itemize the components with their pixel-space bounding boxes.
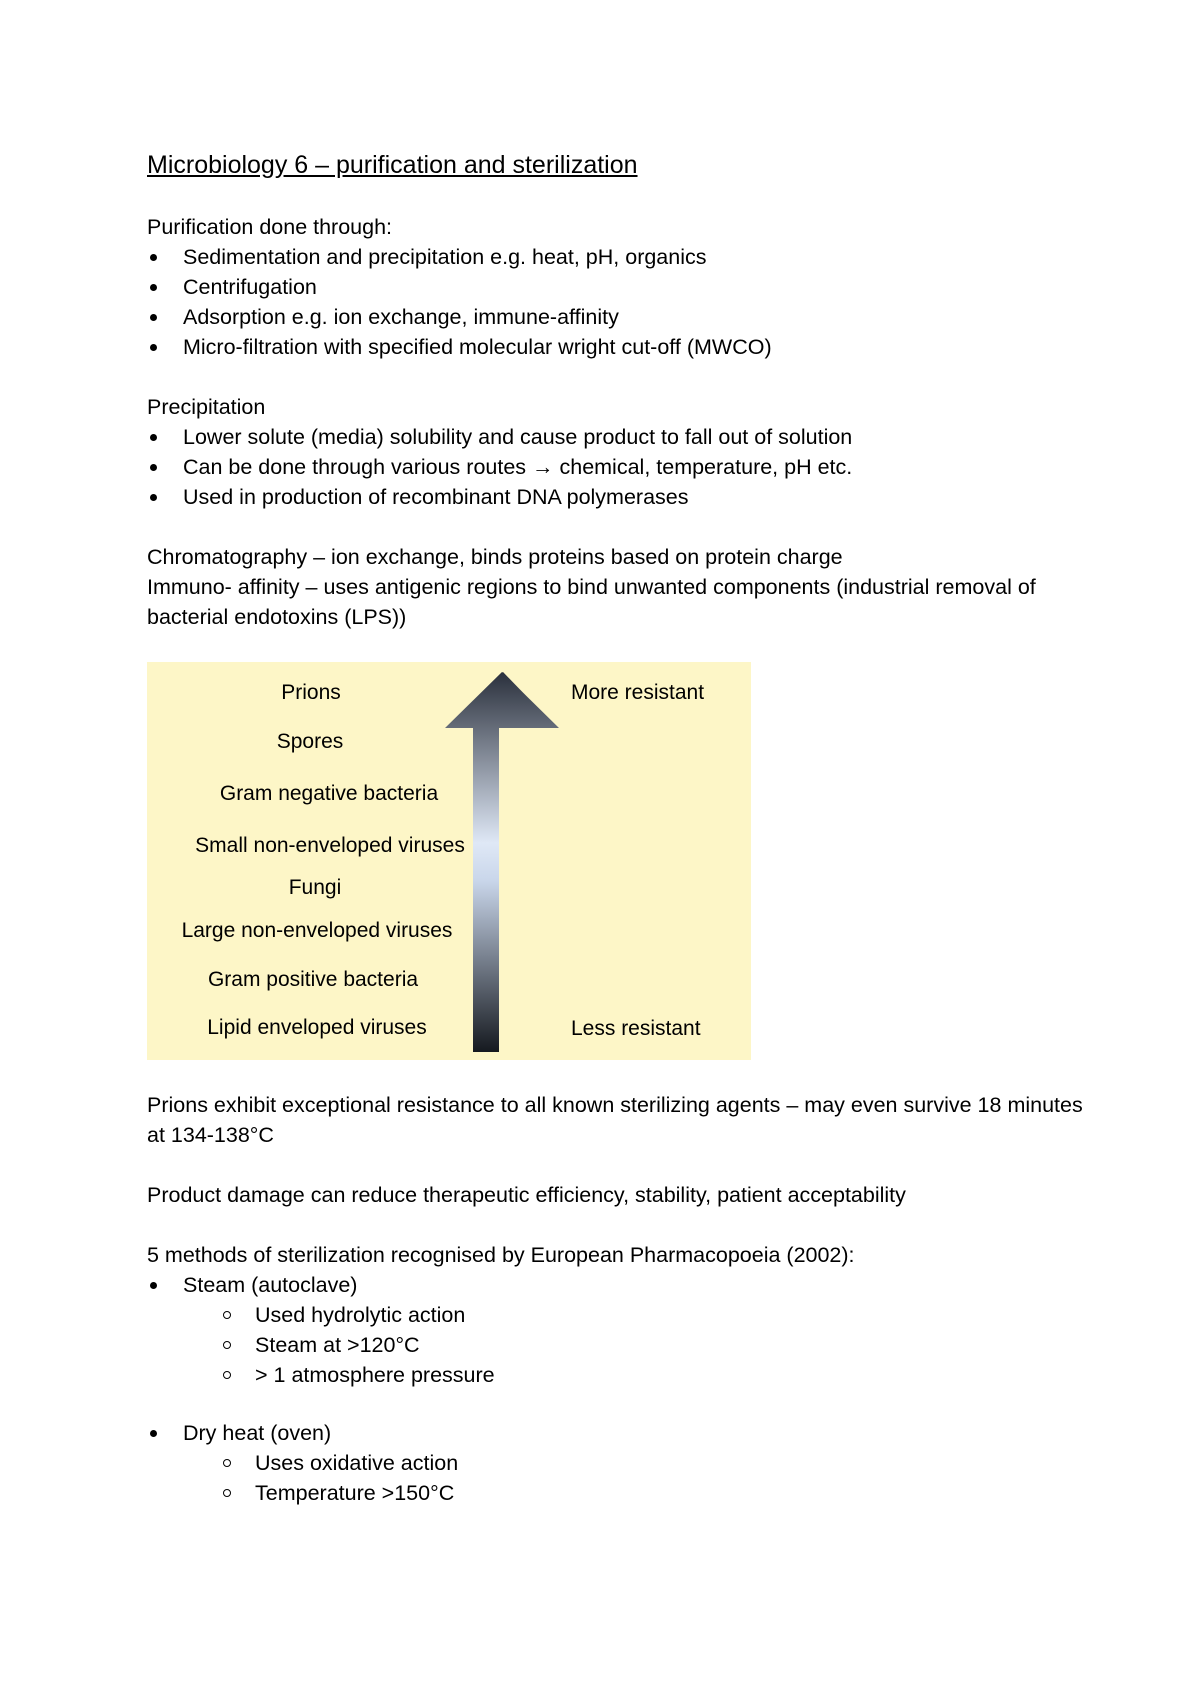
resistance-arrow-icon <box>147 662 751 1060</box>
list-item: Centrifugation <box>147 272 1087 302</box>
organism-label: Fungi <box>288 876 342 899</box>
sterilization-list-continued <box>147 1418 1087 1508</box>
organism-label: Gram positive bacteria <box>207 968 419 991</box>
list-item: Micro-filtration with specified molecular wright cut-off (MWCO) <box>147 332 1087 362</box>
organism-label: Gram negative bacteria <box>219 782 439 805</box>
purification-list <box>147 242 1087 362</box>
method-details <box>183 1448 1087 1508</box>
chromatography-text: Chromatography – ion exchange, binds proteins based on protein charge <box>147 545 843 569</box>
organism-label: Lipid enveloped viruses <box>207 1016 427 1039</box>
resistance-diagram <box>147 662 751 1060</box>
organism-label: Spores <box>276 730 344 753</box>
immuno-affinity-text: Immuno- affinity – uses antigenic regions to bind unwanted components (industrial removal of bacterial endotoxins (LPS)) <box>147 575 1036 629</box>
sub-list-item: Used hydrolytic action <box>219 1300 1087 1330</box>
list-item: Used in production of recombinant DNA polymerases <box>147 482 1087 512</box>
purification-heading: Purification done through: <box>147 215 393 239</box>
list-item: Lower solute (media) solubility and cause product to fall out of solution <box>147 422 1087 452</box>
page-title: Microbiology 6 – purification and sterilization <box>147 151 638 179</box>
precipitation-list <box>147 422 1087 512</box>
sterilization-list <box>147 1270 1087 1390</box>
organism-label: Small non-enveloped viruses <box>195 834 465 857</box>
sub-list-item: Temperature >150°C <box>219 1478 1087 1508</box>
list-item <box>147 1418 1087 1508</box>
sub-list-item: Steam at >120°C <box>219 1330 1087 1360</box>
list-item: Adsorption e.g. ion exchange, immune-affinity <box>147 302 1087 332</box>
method-name: Steam (autoclave) <box>183 1273 358 1297</box>
sub-list-item: > 1 atmosphere pressure <box>219 1360 1087 1390</box>
more-resistant-label: More resistant <box>571 681 705 704</box>
sub-list-item: Uses oxidative action <box>219 1448 1087 1478</box>
precipitation-heading: Precipitation <box>147 395 266 419</box>
prions-note: Prions exhibit exceptional resistance to all known sterilizing agents – may even survive 18 minutes at 134-138°C <box>147 1093 1083 1147</box>
list-item: Can be done through various routes → chemical, temperature, pH etc. <box>147 452 1087 482</box>
method-name: Dry heat (oven) <box>183 1421 332 1445</box>
document-page <box>147 150 1087 1508</box>
organism-label: Prions <box>281 681 341 704</box>
product-damage-text: Product damage can reduce therapeutic efficiency, stability, patient acceptability <box>147 1183 906 1207</box>
method-details <box>183 1300 1087 1390</box>
list-item: Sedimentation and precipitation e.g. heat, pH, organics <box>147 242 1087 272</box>
list-item <box>147 1270 1087 1390</box>
sterilization-heading: 5 methods of sterilization recognised by European Pharmacopoeia (2002): <box>147 1243 855 1267</box>
organism-label: Large non-enveloped viruses <box>181 919 453 942</box>
less-resistant-label: Less resistant <box>571 1017 701 1040</box>
